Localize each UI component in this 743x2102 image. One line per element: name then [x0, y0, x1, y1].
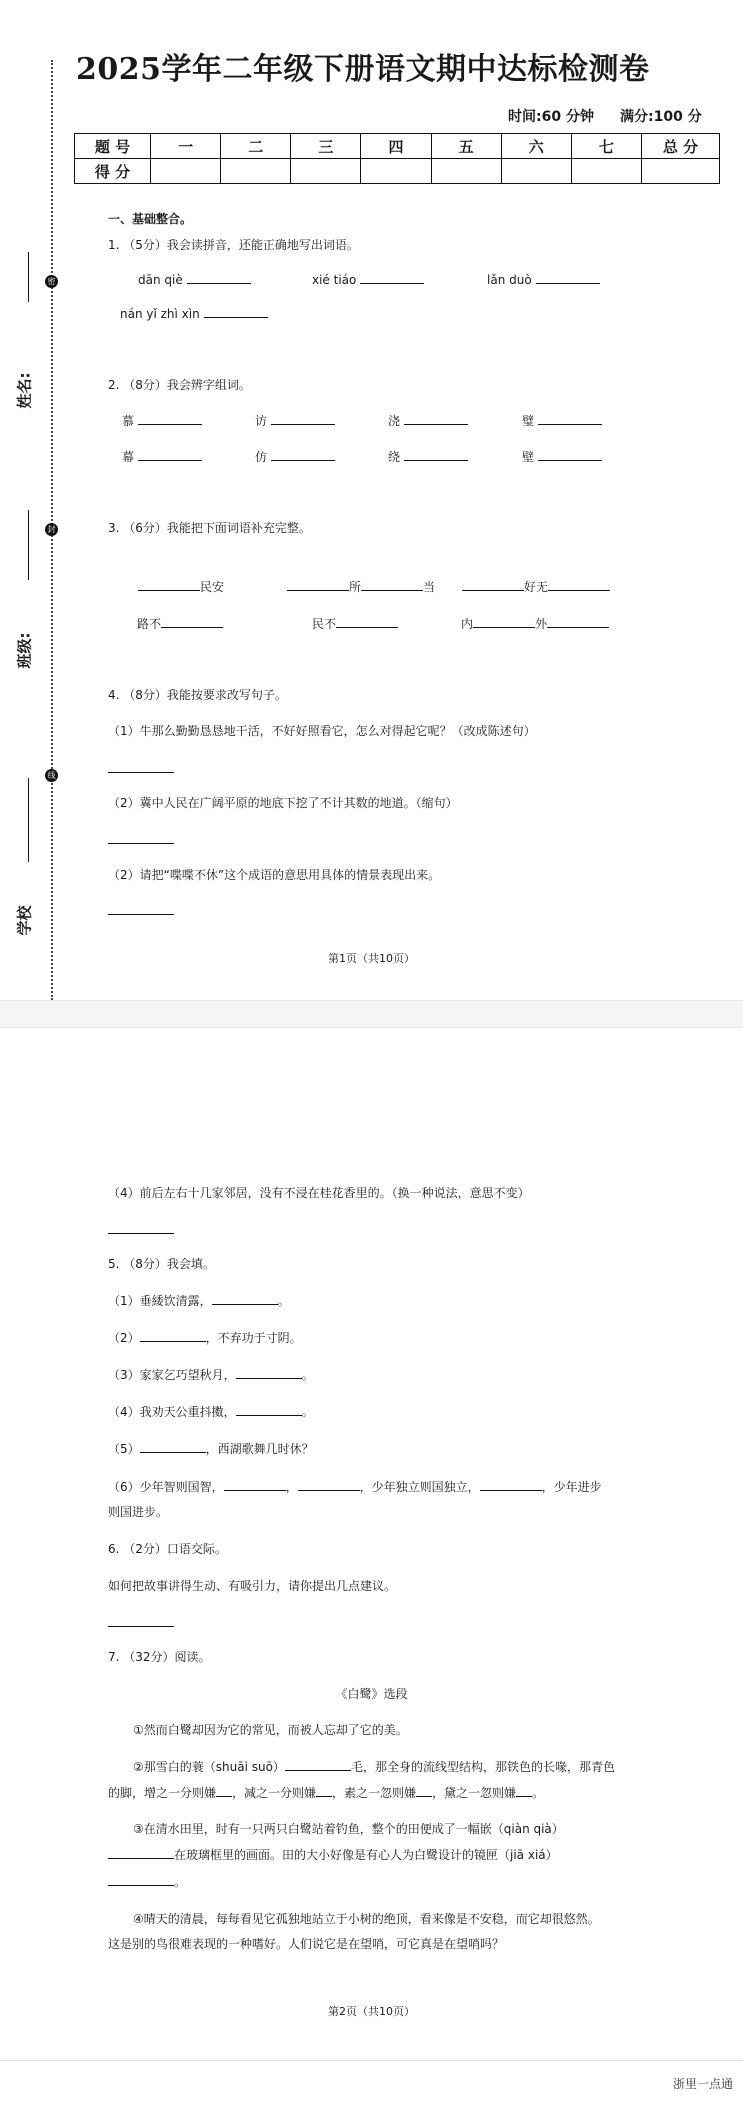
score-cell: 一 [151, 134, 221, 159]
score-cell: 四 [361, 134, 431, 159]
q7-answer-blank[interactable] [316, 1785, 332, 1797]
q2-char: 壁 [522, 450, 535, 464]
q3-item [461, 615, 609, 632]
q5-text: ，西湖歌舞几时休？ [205, 1442, 314, 1456]
exam-title: 2025学年二年级下册语文期中达标检测卷 [76, 52, 650, 87]
passage-paragraph-4-line-1: ④晴天的清晨，每每看见它孤独地站立于小树的绝顶，看来像是不安稳，而它却很悠然。 [133, 1912, 600, 1926]
q3-answer-blank[interactable] [361, 579, 423, 591]
q3-item [312, 615, 398, 632]
q3-word-part: 外 [535, 617, 548, 631]
q4-answer-line-4[interactable] [108, 1233, 174, 1234]
q3-answer-blank[interactable] [287, 579, 349, 591]
q3-answer-blank[interactable] [336, 616, 398, 628]
q5-text: ， [285, 1480, 298, 1494]
q5-answer-blank[interactable] [140, 1441, 206, 1453]
q5-line-6-cont: 则国进步。 [108, 1505, 169, 1519]
q2-answer-blank[interactable] [538, 413, 602, 425]
q1-answer-blank[interactable] [187, 272, 251, 284]
q2-answer-blank[interactable] [404, 413, 468, 425]
q2-title: 2. （8分）我会辨字组词。 [108, 378, 251, 392]
passage-paragraph-3-line-1: ③在清水田里，时有一只两只白鹭站着钓鱼，整个的田便成了一幅嵌（qiàn qià） [133, 1822, 564, 1836]
q2-char: 幕 [122, 450, 135, 464]
q3-answer-blank[interactable] [462, 579, 524, 591]
score-cell-total: 总 分 [642, 134, 720, 159]
school-label: 学校 [15, 905, 34, 936]
q5-text: （5） [108, 1442, 140, 1456]
q5-text: 。 [301, 1368, 314, 1382]
line-mark: 线 [45, 769, 58, 782]
q3-item [138, 578, 224, 595]
page-separator [0, 1000, 743, 1028]
q3-word-part: 所 [349, 580, 362, 594]
q5-line-6 [108, 1478, 602, 1495]
q1-answer-blank[interactable] [204, 306, 268, 318]
class-writing-line[interactable] [28, 510, 29, 580]
passage-title: 《白鹭》选段 [335, 1687, 408, 1701]
q2-answer-blank[interactable] [271, 413, 335, 425]
passage-paragraph-1: ①然而白鹭却因为它的常见，而被人忘却了它的美。 [133, 1723, 408, 1737]
q1-item [138, 272, 251, 287]
score-input-cell[interactable] [501, 159, 571, 184]
passage-paragraph-2-line-2 [108, 1784, 544, 1801]
passage-paragraph-4-line-2: 这是别的鸟很难表现的一种嗜好。人们说它是在望哨，可它真是在望哨吗？ [108, 1937, 505, 1951]
passage-text: 在玻璃框里的画面。田的大小好像是有心人为白鹭设计的镜匣（jiā xiá） [174, 1848, 558, 1862]
q1-item [312, 272, 424, 287]
q3-word-part: 当 [423, 580, 436, 594]
q5-text: （4）我劝天公重抖擞， [108, 1405, 236, 1419]
q1-title: 1. （5分）我会读拼音，还能正确地写出词语。 [108, 238, 359, 252]
passage-text: ②那雪白的蓑（shuāi suō） [133, 1760, 285, 1774]
q7-answer-blank[interactable] [516, 1785, 532, 1797]
q3-answer-blank[interactable] [161, 616, 223, 628]
q3-item [137, 615, 223, 632]
q4-sentence-3: （2）请把“喋喋不休”这个成语的意思用具体的情景表现出来。 [108, 868, 441, 882]
q2-item [122, 412, 202, 429]
exam-page-1 [0, 0, 743, 1000]
q2-item [122, 448, 202, 465]
watermark-text: 浙里一点通 [672, 2077, 733, 2091]
q5-title: 5. （8分）我会填。 [108, 1257, 215, 1271]
q2-char: 璧 [522, 414, 535, 428]
score-input-cell[interactable] [431, 159, 501, 184]
q1-pinyin: lǎn duò [487, 273, 532, 287]
q3-item [462, 578, 610, 595]
passage-text: ，黛之一忽则嫌 [432, 1786, 517, 1800]
q1-pinyin: dān qiè [138, 273, 183, 287]
q1-answer-blank[interactable] [360, 272, 424, 284]
score-cell: 三 [291, 134, 361, 159]
q5-text: （2） [108, 1331, 140, 1345]
q3-title: 3. （6分）我能把下面词语补充完整。 [108, 521, 311, 535]
passage-text: ，减之一分则嫌 [232, 1786, 317, 1800]
q2-item [255, 412, 335, 429]
q7-answer-blank[interactable] [108, 1847, 174, 1859]
q3-word-part: 内 [461, 617, 474, 631]
name-writing-line[interactable] [28, 252, 29, 302]
passage-text: 毛，那全身的流线型结构，那铁色的长喙，那青色 [350, 1760, 615, 1774]
q2-char: 浇 [388, 414, 401, 428]
q7-answer-blank[interactable] [216, 1785, 232, 1797]
score-input-cell[interactable] [571, 159, 641, 184]
q5-line-4 [108, 1403, 314, 1420]
q2-char: 仿 [255, 450, 268, 464]
section-1-heading: 一、基础整合。 [108, 212, 193, 226]
q5-text: 。 [277, 1294, 290, 1308]
score-cell-label: 题 号 [75, 134, 151, 159]
q1-item [487, 272, 600, 287]
q5-answer-blank[interactable] [480, 1479, 542, 1491]
q7-answer-blank[interactable] [108, 1874, 174, 1886]
q2-item [255, 448, 335, 465]
q3-answer-blank[interactable] [473, 616, 535, 628]
q2-item [388, 412, 468, 429]
q3-word-part: 路不 [137, 617, 162, 631]
q7-answer-blank[interactable] [416, 1785, 432, 1797]
q2-char: 访 [255, 414, 268, 428]
q1-pinyin: xié tiáo [312, 273, 357, 287]
q3-answer-blank[interactable] [138, 579, 200, 591]
score-input-cell[interactable] [642, 159, 720, 184]
passage-text: 。 [174, 1875, 187, 1889]
q7-title: 7. （32分）阅读。 [108, 1650, 211, 1664]
exam-time: 时间:60 分钟 [508, 109, 594, 125]
q4-answer-line-1[interactable] [108, 772, 174, 773]
passage-paragraph-3-line-2 [108, 1846, 558, 1863]
passage-paragraph-2-line-1 [133, 1758, 615, 1775]
q4-answer-line-2[interactable] [108, 843, 174, 844]
passage-text: 。 [532, 1786, 545, 1800]
score-table-header-row [75, 134, 720, 159]
score-cell: 六 [501, 134, 571, 159]
q4-sentence-4: （4）前后左右十几家邻居，没有不浸在桂花香里的。（换一种说法，意思不变） [108, 1186, 530, 1200]
q2-item [388, 448, 468, 465]
seal-mark: 密 [45, 275, 58, 288]
q5-answer-blank[interactable] [236, 1404, 302, 1416]
score-table-score-row [75, 159, 720, 184]
q5-answer-blank[interactable] [212, 1293, 278, 1305]
q6-prompt: 如何把故事讲得生动、有吸引力，请你提出几点建议。 [108, 1579, 397, 1593]
q1-answer-blank[interactable] [536, 272, 600, 284]
score-table [74, 133, 720, 184]
passage-paragraph-3-line-3 [108, 1873, 186, 1890]
page-number-2: 第2页（共10页） [328, 2005, 415, 2018]
q2-char: 慕 [122, 414, 135, 428]
school-writing-line[interactable] [28, 778, 29, 862]
passage-text: ，素之一忽则嫌 [332, 1786, 417, 1800]
q4-sentence-2: （2）冀中人民在广阔平原的地底下挖了不计其数的地道。（缩句） [108, 796, 458, 810]
q5-answer-blank[interactable] [298, 1479, 360, 1491]
q6-answer-line[interactable] [108, 1626, 174, 1627]
q2-answer-blank[interactable] [138, 449, 202, 461]
q5-answer-blank[interactable] [236, 1367, 302, 1379]
q3-item [287, 578, 435, 595]
q5-text: ，少年独立则国独立， [359, 1480, 480, 1494]
q2-answer-blank[interactable] [138, 413, 202, 425]
q5-line-2 [108, 1329, 302, 1346]
score-input-cell[interactable] [151, 159, 221, 184]
q5-answer-blank[interactable] [140, 1330, 206, 1342]
q5-line-5 [108, 1440, 314, 1457]
q4-title: 4. （8分）我能按要求改写句子。 [108, 688, 287, 702]
q4-answer-line-3[interactable] [108, 914, 174, 915]
q5-text: （1）垂緌饮清露， [108, 1294, 212, 1308]
q2-answer-blank[interactable] [538, 449, 602, 461]
q2-item [522, 412, 602, 429]
name-label: 姓名: [15, 372, 34, 409]
q3-answer-blank[interactable] [547, 616, 609, 628]
q5-line-1 [108, 1292, 290, 1309]
q6-title: 6. （2分）口语交际。 [108, 1542, 227, 1556]
q5-text: （3）家家乞巧望秋月， [108, 1368, 236, 1382]
score-row-label: 得 分 [75, 159, 151, 184]
q5-answer-blank[interactable] [224, 1479, 286, 1491]
q2-answer-blank[interactable] [271, 449, 335, 461]
score-cell: 七 [571, 134, 641, 159]
q5-text: ，不弃功于寸阴。 [205, 1331, 302, 1345]
q3-answer-blank[interactable] [548, 579, 610, 591]
q2-answer-blank[interactable] [404, 449, 468, 461]
passage-text: 的脚，增之一分则嫌 [108, 1786, 217, 1800]
q5-text: 。 [301, 1405, 314, 1419]
q2-char: 绕 [388, 450, 401, 464]
exam-page-2 [0, 1028, 743, 2080]
score-input-cell[interactable] [221, 159, 291, 184]
q1-item [120, 306, 268, 321]
q2-item [522, 448, 602, 465]
q3-word-part: 好无 [524, 580, 549, 594]
page-number-1: 第1页（共10页） [328, 952, 415, 965]
q7-answer-blank[interactable] [285, 1759, 351, 1771]
q4-sentence-1: （1）牛那么勤勤恳恳地干活，不好好照看它，怎么对得起它呢？（改成陈述句） [108, 724, 536, 738]
q3-word-part: 民不 [312, 617, 337, 631]
fasten-mark: 封 [45, 523, 58, 536]
q5-text: （6）少年智则国智， [108, 1480, 224, 1494]
score-cell: 五 [431, 134, 501, 159]
q5-text: ，少年进步 [541, 1480, 602, 1494]
class-label: 班级: [15, 632, 34, 669]
score-input-cell[interactable] [361, 159, 431, 184]
q1-pinyin: nán yǐ zhì xìn [120, 307, 200, 321]
exam-full-score: 满分:100 分 [620, 109, 702, 125]
q3-word-part: 民安 [200, 580, 225, 594]
q5-line-3 [108, 1366, 314, 1383]
score-input-cell[interactable] [291, 159, 361, 184]
footer-bar [0, 2060, 743, 2102]
score-cell: 二 [221, 134, 291, 159]
